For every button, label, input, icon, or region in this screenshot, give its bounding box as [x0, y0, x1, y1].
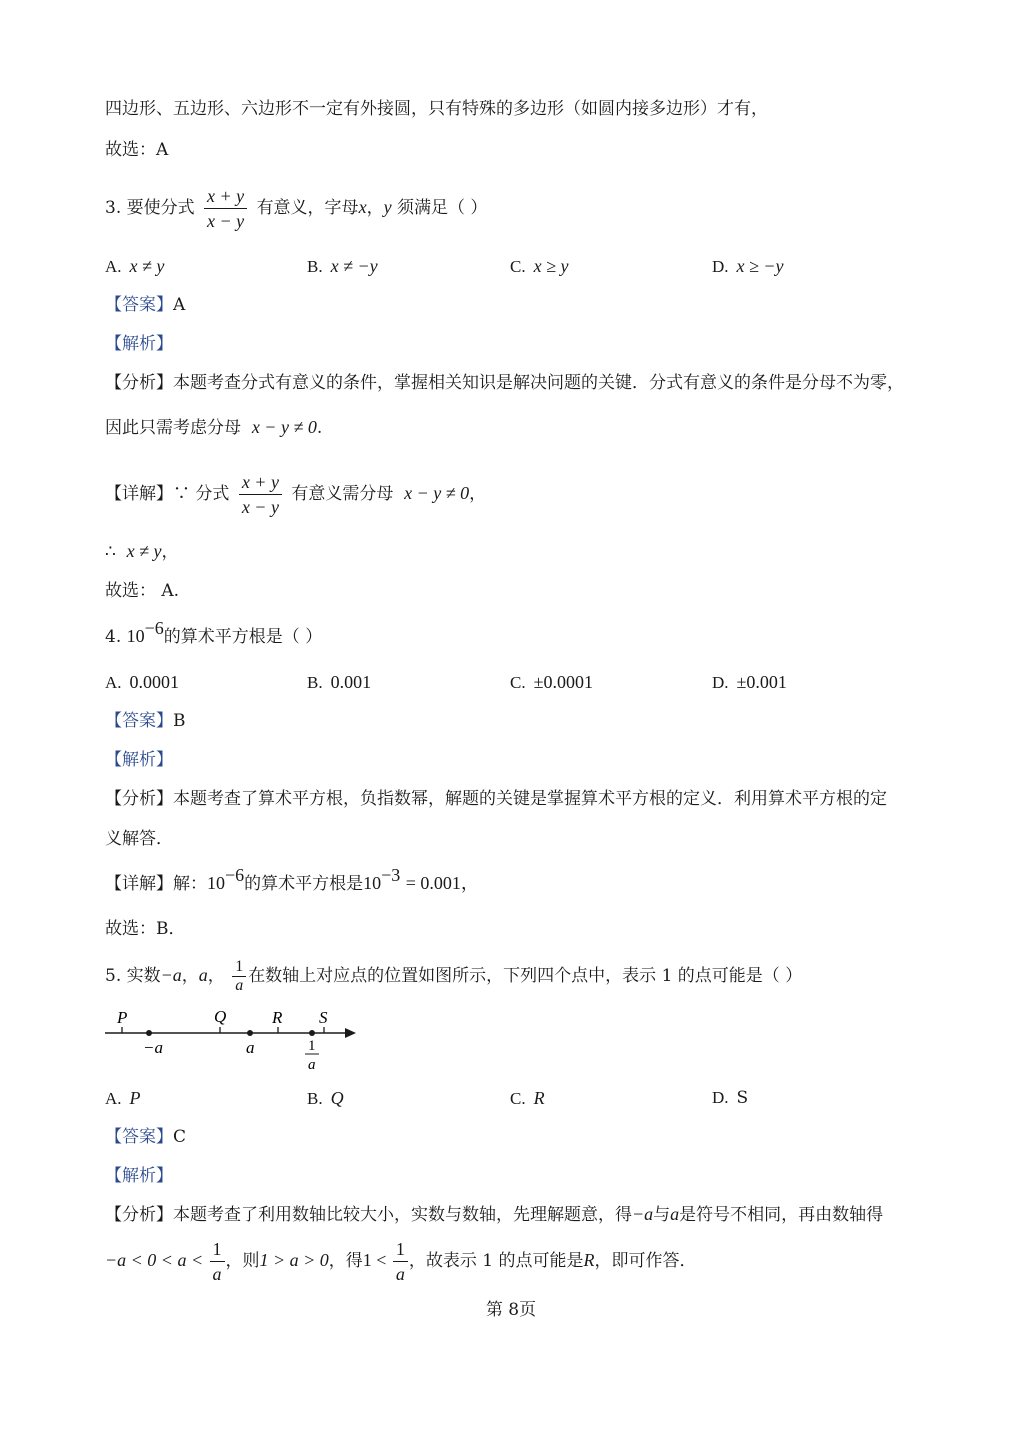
- q5-fenxi-frac2-den: a: [395, 1264, 405, 1284]
- q4-fenxi-tag: 【分析】: [105, 789, 173, 809]
- q3-var-x: x: [358, 197, 367, 217]
- q5-option-b-expr: Q: [330, 1088, 344, 1108]
- q3-answer-value: A: [173, 295, 186, 315]
- label-s: S: [319, 1008, 328, 1027]
- q3-jiexi-tag: 【解析】: [105, 334, 173, 354]
- label-inverse-den: a: [308, 1057, 316, 1073]
- q3-sep: ，: [366, 198, 384, 218]
- q4-xiangjie-tag: 【详解】: [105, 874, 173, 894]
- q4-answer-tag: 【答案】: [105, 711, 173, 731]
- q5-fenxi-line2: [105, 1236, 696, 1286]
- q3-option-a-expr: x ≠ y: [129, 256, 165, 276]
- q5-fenxi-2b: ，则: [225, 1251, 260, 1271]
- q5-stem: [105, 955, 802, 996]
- q3-therefore-sign: ∴: [105, 542, 116, 562]
- q5-option-c-expr: R: [533, 1088, 545, 1108]
- q4-option-a-label: A.: [105, 673, 122, 692]
- q4-stem: [105, 618, 323, 648]
- q3-xiangjie-tag: 【详解】: [105, 484, 173, 504]
- dot-a: [247, 1030, 253, 1036]
- q3-var-y: y: [383, 197, 392, 217]
- q4-choose: 故选：B．: [105, 919, 186, 939]
- q3-choose: 故选： A.: [105, 581, 180, 601]
- q5-inv-num: 1: [232, 958, 246, 977]
- q4-option-a-expr: 0.0001: [129, 672, 180, 692]
- q5-option-a-expr: P: [129, 1088, 141, 1108]
- q3-xiangjie: [105, 468, 486, 519]
- q5-fenxi-1b: −a: [632, 1204, 654, 1224]
- label-q: Q: [214, 1007, 227, 1026]
- q3-fenxi-end: .: [316, 418, 323, 438]
- q5-fenxi-frac1-num: 1: [210, 1237, 225, 1262]
- q3-frac-den: x − y: [207, 211, 245, 231]
- page-number: 第 8页: [485, 1300, 537, 1320]
- intro-choose: 故选：A: [105, 140, 169, 160]
- q4-base: 10: [126, 626, 145, 646]
- q5-fenxi-2c: 1 > a > 0: [259, 1250, 329, 1270]
- q4-xiangjie-base: 10: [207, 873, 225, 893]
- q4-option-d-expr: ±0.001: [736, 672, 787, 692]
- q4-fenxi-text: 本题考查了算术平方根，负指数幂，解题的关键是掌握算术平方根的定义．利用算术平方根的定: [173, 789, 887, 809]
- q5-a: a: [198, 965, 208, 985]
- q4-option-c: [510, 671, 593, 694]
- q4-exp: −6: [144, 618, 164, 638]
- q5-fenxi-2g: R: [583, 1250, 595, 1270]
- q4-option-d: [712, 671, 787, 694]
- q3-frac-num: x + y: [204, 184, 247, 209]
- q4-xiangjie: [105, 865, 479, 895]
- q4-jiexi-tag: 【解析】: [105, 750, 173, 770]
- q5-fenxi-1a: 本题考查了利用数轴比较大小，实数与数轴，先理解题意，得: [173, 1205, 632, 1225]
- q3-option-c: [510, 255, 568, 278]
- q5-fenxi-2f: ，故表示 1 的点可能是: [408, 1251, 584, 1271]
- q5-option-c-label: C.: [510, 1089, 526, 1108]
- q5-option-d: [712, 1087, 748, 1109]
- q4-xiangjie-c: = 0.001，: [405, 873, 479, 893]
- q5-fenxi-fraction1: [210, 1237, 225, 1286]
- q3-xiangjie-a: ∵ 分式: [173, 484, 230, 504]
- q5-jiexi-tag: 【解析】: [105, 1166, 173, 1186]
- q4-jiexi: [105, 749, 173, 771]
- q5-option-b-label: B.: [307, 1089, 323, 1108]
- q5-fenxi-2d: ，得: [328, 1251, 363, 1271]
- q5-answer-value: C: [173, 1127, 187, 1147]
- q5-fenxi-tag: 【分析】: [105, 1205, 173, 1225]
- q4-xiangjie-base2: 10: [363, 873, 382, 893]
- q3-fenxi-expr: x − y ≠ 0: [251, 417, 317, 437]
- intro-line: 四边形、五边形、六边形不一定有外接圆，只有特殊的多边形（如圆内接多边形）才有，: [105, 99, 768, 119]
- q3-fenxi-tag: 【分析】: [105, 373, 173, 393]
- q5-option-a-label: A.: [105, 1089, 122, 1108]
- q5-option-c: [510, 1087, 545, 1110]
- q3-xiangjie-expr: x − y ≠ 0: [404, 483, 470, 503]
- q3-jiexi: [105, 333, 173, 355]
- q5-neg-a: −a: [160, 965, 182, 985]
- q3-option-d-expr: x ≥ −y: [736, 256, 784, 276]
- q4-xiangjie-a: 解：: [173, 874, 207, 894]
- q5-fenxi-1e: 是符号不相同，再由数轴得: [679, 1205, 884, 1225]
- q3-therefore-end: ，: [161, 542, 179, 562]
- q4-option-a: [105, 671, 179, 694]
- q5-option-b: [307, 1087, 344, 1110]
- q5-option-d-expr: S: [736, 1088, 749, 1108]
- q4-option-c-label: C.: [510, 673, 526, 692]
- q4-answer-value: B: [173, 711, 186, 731]
- q3-option-d-label: D.: [712, 257, 729, 276]
- q4-tail: 的算术平方根是（ ）: [163, 627, 323, 647]
- q4-option-b-label: B.: [307, 673, 323, 692]
- q3-option-b: [307, 255, 378, 278]
- q5-fenxi-fraction2: [393, 1237, 408, 1286]
- q3-option-c-expr: x ≥ y: [533, 256, 569, 276]
- q4-xiangjie-b: 的算术平方根是: [244, 874, 364, 894]
- q4-answer: [105, 710, 186, 732]
- q4-option-b: [307, 671, 371, 694]
- label-a: a: [246, 1038, 255, 1057]
- q4-xiangjie-exp2: −3: [381, 865, 401, 885]
- q3-fenxi-text2: 因此只需考虑分母: [105, 418, 241, 438]
- q3-answer-tag: 【答案】: [105, 295, 173, 315]
- q3-tail-a: 有意义，字母: [256, 198, 359, 218]
- label-inverse-num: 1: [308, 1038, 316, 1054]
- q3-xiangjie-end: ，: [469, 484, 487, 504]
- q5-fenxi-1c: 与: [653, 1205, 671, 1225]
- q3-option-a-label: A.: [105, 257, 122, 276]
- dot-neg-a: [146, 1030, 152, 1036]
- label-r: R: [272, 1008, 283, 1027]
- dot-inverse-a: [309, 1030, 315, 1036]
- q3-answer: [105, 294, 185, 316]
- q3-therefore: [105, 540, 179, 563]
- q5-tail: 在数轴上对应点的位置如图所示，下列四个点中，表示 1 的点可能是（ ）: [248, 966, 803, 986]
- q5-fenxi-2e: 1 <: [362, 1250, 387, 1270]
- q4-fenxi-line2: 义解答．: [105, 829, 173, 849]
- q4-num: 4.: [105, 627, 122, 647]
- q5-answer: [105, 1126, 186, 1148]
- q4-xiangjie-exp: −6: [225, 865, 245, 885]
- q5-inv-den: a: [235, 977, 244, 994]
- q5-jiexi: [105, 1165, 173, 1187]
- q5-fenxi-1d: a: [670, 1204, 680, 1224]
- q3-tail-b: 须满足（ ）: [396, 198, 488, 218]
- label-neg-a: −a: [143, 1038, 163, 1057]
- q3-option-c-label: C.: [510, 257, 526, 276]
- q3-xiangjie-frac-num: x + y: [239, 470, 282, 495]
- label-p: P: [117, 1008, 128, 1027]
- q3-xiangjie-b: 有意义需分母: [291, 484, 394, 504]
- q4-fenxi: [105, 788, 887, 810]
- q3-fenxi-line2: [105, 416, 322, 439]
- q5-fenxi: [105, 1203, 883, 1226]
- q5-inverse-a: [232, 958, 246, 995]
- q3-option-b-label: B.: [307, 257, 323, 276]
- q4-option-d-label: D.: [712, 673, 729, 692]
- q3-fenxi: [105, 372, 904, 394]
- number-line: [100, 1005, 370, 1075]
- q3-stem: [105, 182, 487, 233]
- q4-option-c-expr: ±0.0001: [533, 672, 593, 692]
- q3-num: 3. 要使分式: [105, 198, 195, 218]
- q5-answer-tag: 【答案】: [105, 1127, 173, 1147]
- q3-therefore-expr: x ≠ y: [126, 541, 162, 561]
- q5-fenxi-2a: −a < 0 < a <: [105, 1250, 204, 1270]
- q5-num: 5. 实数: [105, 966, 161, 986]
- q5-option-d-label: D.: [712, 1088, 729, 1107]
- number-line-arrow-icon: [345, 1028, 356, 1038]
- q5-fenxi-frac1-den: a: [212, 1264, 222, 1284]
- q5-fenxi-2h: ，即可作答．: [594, 1251, 697, 1271]
- q3-xiangjie-fraction: [239, 470, 282, 519]
- q3-fenxi-text: 本题考查分式有意义的条件，掌握相关知识是解决问题的关键．分式有意义的条件是分母不为零，: [173, 373, 904, 393]
- q3-xiangjie-frac-den: x − y: [241, 497, 279, 517]
- q3-option-b-expr: x ≠ −y: [330, 256, 378, 276]
- q5-sep2: ，: [207, 966, 225, 986]
- q5-fenxi-frac2-num: 1: [393, 1237, 408, 1262]
- q3-option-a: [105, 255, 164, 278]
- q5-sep1: ，: [181, 966, 199, 986]
- q3-fraction: [204, 184, 247, 233]
- q5-option-a: [105, 1087, 141, 1110]
- q4-option-b-expr: 0.001: [330, 672, 372, 692]
- q3-option-d: [712, 255, 784, 278]
